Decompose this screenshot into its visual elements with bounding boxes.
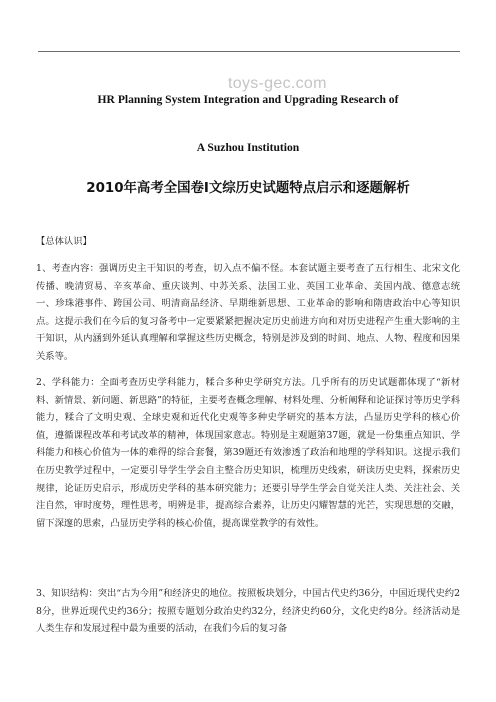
paragraph-content: 1、考查内容：强调历史主干知识的考查，切入点不偏不怪。本套试题主要考查了五行相生、北宋文化传播、晚清贸易、辛亥革命、重庆谈判、中苏关系、法国工业、英国工业革命、美国内战、德意志统一、珍珠港事件、跨国公司、明清商品经济、早期维新思想、工业革命的影响和隋唐政治中心等知识点。这提示我们在今后的复习备考中一定要紧紧把握决定历史前进方向和对历史进程产生重大影响的主干知识，从内涵到外延认真理解和掌握这些历史概念，特别是涉及到的时间、地点、人物、程度和因果关系等。	[36, 263, 460, 362]
section-label-overview: 【总体认识】	[36, 236, 92, 247]
paragraph-structure: 3、知识结构：突出“古为今用”和经济史的地位。按照板块划分，中国古代史约36分，中国近现代史约28分，世界近现代史约36分；按照专题划分政治史约32分，经济史约60分，文化史约8分。经济活动是人类生存和发展过程中最为重要的活动，在我们今后的复习备	[36, 588, 460, 635]
chinese-title: 2010年高考全国卷Ⅰ文综历史试题特点启示和逐题解析	[86, 181, 410, 196]
english-title-line-2: A Suzhou Institution	[196, 141, 300, 154]
watermark: toys-gec.com	[228, 75, 327, 92]
paragraph-ability: 2、学科能力：全面考查历史学科能力，糅合多种史学研究方法。几乎所有的历史试题都体现了“新材料、新情景、新问题、新思路”的特征，主要考查概念理解、材料处理、分析阐释和论证探讨等历史学科能力，糅合了文明史观、全球史观和近代化史观等多种史学研究的基本方法，凸显历史学科的核心价值，遵循课程改革和考试改革的精神，体现国家意志。特别是主观题第37题，就是一份集重点知识、学科能力和核心价值为一体的难得的综合套餐，第39题还有效渗透了政治和地理的学科知识。这提示我们在历史教学过程中，一定要引导学生学会自主整合历史知识，梳理历史线索，研读历史史料，探索历史规律，论证历史启示，形成历史学科的基本研究能力；还要引导学生学会自觉关注人类、关注社会、关注自然，审时度势，理性思考，明辨是非，提高综合素养，让历史闪耀智慧的光芒，实现思想的交融，留下深邃的思索，凸显历史学科的核心价值，提高课堂教学的有效性。	[36, 377, 460, 529]
header-rule	[38, 51, 460, 52]
english-title-line-1: HR Planning System Integration and Upgrading Research of	[97, 93, 399, 106]
